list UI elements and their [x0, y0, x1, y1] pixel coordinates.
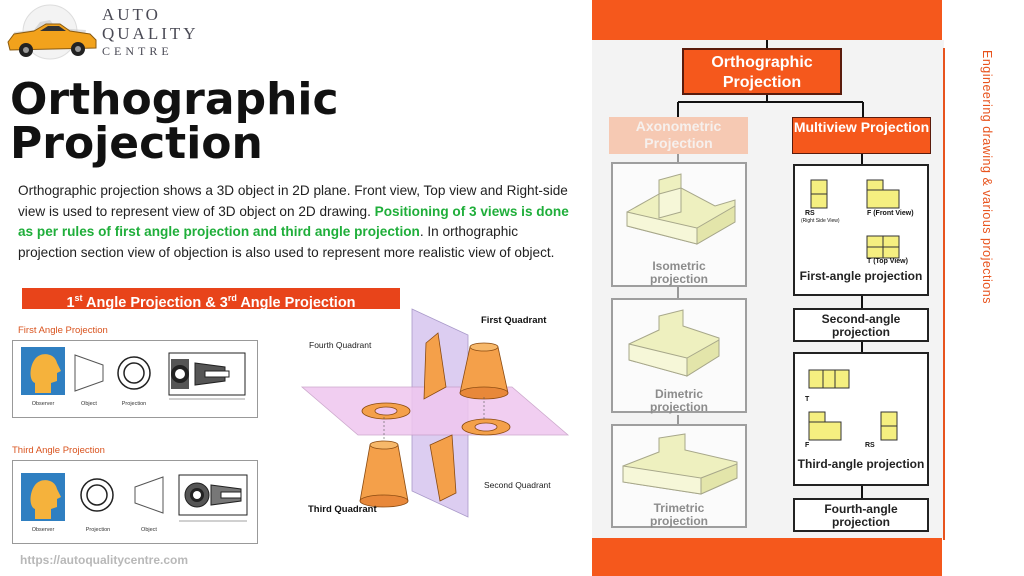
second-angle-box: [793, 308, 929, 342]
logo-line-2: QUALITY: [102, 24, 199, 43]
observer-head-icon: [21, 473, 65, 521]
banner-text-a: 1: [66, 294, 75, 311]
banner-sup-a: st: [74, 293, 83, 303]
dimetric-box: Dimetric projection: [611, 298, 747, 413]
projection-caption: Projection: [85, 527, 111, 533]
third-angle-views-icon: [805, 364, 923, 454]
top-view-label: T (Top View): [867, 258, 908, 265]
logo-text: [102, 6, 199, 57]
projection-caption: Projection: [121, 401, 147, 407]
page-title-line-2: Projection: [10, 118, 263, 169]
fourth-quadrant-label: Fourth Quadrant: [309, 340, 372, 350]
third-angle-label: Third Angle Projection: [12, 445, 105, 456]
dimetric-shape-icon: [623, 308, 739, 384]
second-angle-caption: Second-angle projection: [821, 312, 901, 339]
logo-line-3: CENTRE: [102, 44, 173, 58]
second-quadrant-label: Second Quadrant: [484, 480, 551, 490]
page-title: [10, 74, 339, 169]
projection-circle-icon: [79, 475, 115, 515]
description-part-2: . In orthographic projection section view of objection is also used to represent more realistic view of object.: [18, 224, 555, 260]
front-view-label: F (Front View): [867, 210, 914, 217]
description-paragraph: [18, 181, 573, 263]
banner-text-c: Angle Projection: [236, 294, 356, 311]
t-label: T: [805, 396, 810, 403]
object-icon: [73, 353, 105, 393]
banner-sup-b: rd: [227, 293, 237, 303]
first-angle-label: First Angle Projection: [18, 325, 108, 336]
third-quadrant-label: Third Quadrant: [308, 504, 377, 515]
page-title-line-1: Orthographic: [10, 74, 339, 125]
observer-head-icon: [21, 347, 65, 395]
third-angle-caption: Third-angle projection: [797, 457, 925, 471]
projection-circle-icon: [116, 353, 152, 393]
rs-sub-label: (Right Side View): [801, 218, 840, 224]
third-angle-box: [793, 352, 929, 486]
website-url: https://autoqualitycentre.com: [20, 553, 189, 567]
description-highlight: Positioning of 3 views is done as per rules of first angle projection and third angle projection: [18, 203, 569, 239]
first-angle-caption: First-angle projection: [799, 269, 923, 283]
observer-caption: Observer: [31, 527, 55, 533]
tree-root-box: Orthographic Projection: [682, 48, 842, 95]
axonometric-header: Axonometric Projection: [609, 117, 748, 154]
banner-text-b: Angle Projection & 3: [82, 294, 228, 311]
object-caption: Object: [81, 401, 97, 407]
first-quadrant-label: First Quadrant: [481, 315, 547, 326]
fourth-angle-caption: Fourth-angle projection: [824, 502, 898, 529]
bottom-orange-bar: [592, 538, 942, 576]
observer-caption: Observer: [31, 401, 55, 407]
object-icon: [131, 475, 165, 515]
first-angle-box: [793, 164, 929, 296]
isometric-box: Isometric projection: [611, 162, 747, 287]
section-drawing-icon: [175, 471, 251, 527]
object-caption: Object: [141, 527, 157, 533]
multiview-header: Multiview Projection: [792, 117, 931, 154]
rs-label: RS: [865, 442, 875, 449]
trimetric-shape-icon: [619, 432, 743, 500]
section-drawing-icon: [165, 349, 249, 401]
description-part-1: Orthographic projection shows a 3D object in 2D plane. Front view, Top view and Right-side view is used to represent view of 3D object on 2D drawing.: [18, 183, 568, 219]
logo-line-1: AUTO: [102, 5, 161, 24]
rs-label: RS: [805, 210, 815, 217]
trimetric-box: Trimetric projection: [611, 424, 747, 528]
logo-car-icon: [4, 4, 100, 60]
first-angle-panel: [12, 340, 258, 418]
isometric-shape-icon: [619, 172, 741, 252]
fourth-angle-box: [793, 498, 929, 532]
top-orange-bar: [592, 0, 942, 40]
f-label: F: [805, 442, 810, 449]
side-caption: Engineering drawing & various projections: [980, 50, 994, 304]
third-angle-panel: [12, 460, 258, 544]
